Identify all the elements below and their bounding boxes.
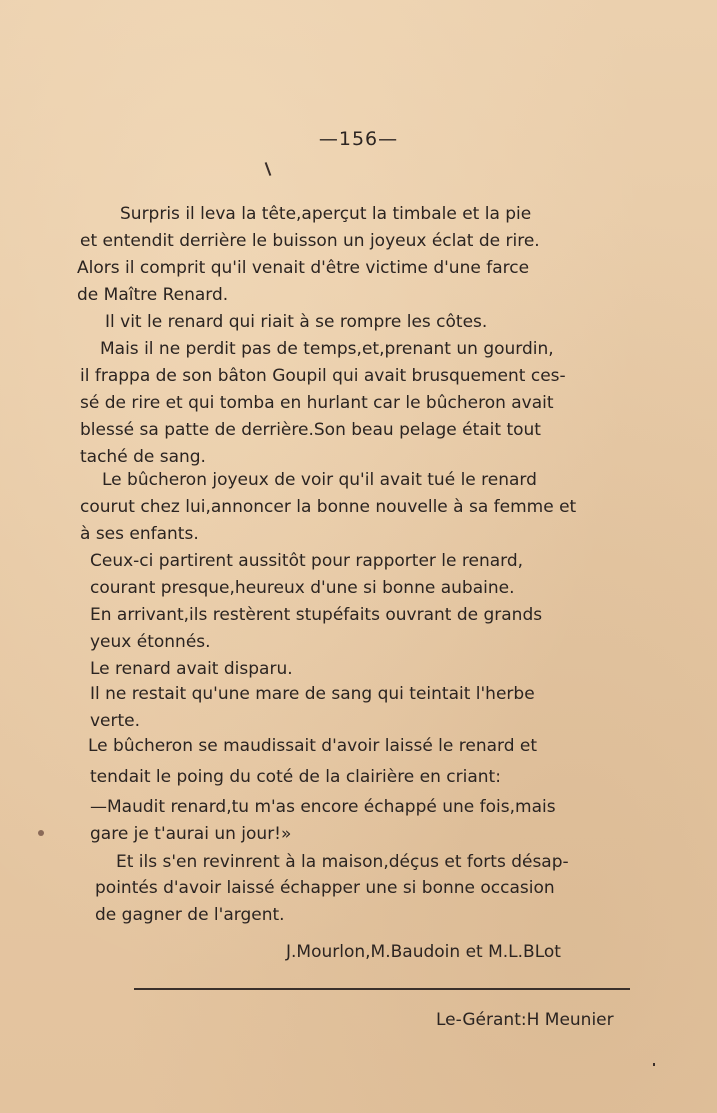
text-line: —Maudit renard,tu m'as encore échappé une fois,mais bbox=[90, 797, 556, 817]
text-line: blessé sa patte de derrière.Son beau pelage était tout bbox=[80, 420, 541, 440]
text-line: il frappa de son bâton Goupil qui avait brusquement ces- bbox=[80, 366, 566, 386]
text-line: tendait le poing du coté de la clairière en criant: bbox=[90, 767, 501, 787]
gerant-credit: Le-Gérant:H Meunier bbox=[436, 1010, 614, 1030]
text-line: sé de rire et qui tomba en hurlant car le bûcheron avait bbox=[80, 393, 554, 413]
text-line: pointés d'avoir laissé échapper une si bonne occasion bbox=[95, 878, 555, 898]
text-line: gare je t'aurai un jour!» bbox=[90, 824, 292, 844]
text-line: Le bûcheron joyeux de voir qu'il avait tué le renard bbox=[102, 470, 537, 490]
page-number: —156— bbox=[318, 128, 399, 150]
text-line: à ses enfants. bbox=[80, 524, 199, 544]
text-line: Il vit le renard qui riait à se rompre les côtes. bbox=[105, 312, 488, 332]
text-line: taché de sang. bbox=[80, 447, 206, 467]
text-line: courut chez lui,annoncer la bonne nouvelle à sa femme et bbox=[80, 497, 577, 517]
text-line: Surpris il leva la tête,aperçut la timbale et la pie bbox=[120, 204, 532, 224]
footer-divider bbox=[134, 988, 630, 990]
text-line: Et ils s'en revinrent à la maison,déçus et forts désap- bbox=[116, 852, 569, 872]
text-line: Il ne restait qu'une mare de sang qui teintait l'herbe bbox=[90, 684, 535, 704]
text-line: et entendit derrière le buisson un joyeux éclat de rire. bbox=[80, 231, 540, 251]
text-line: courant presque,heureux d'une si bonne aubaine. bbox=[90, 578, 515, 598]
text-line: Ceux-ci partirent aussitôt pour rapporter le renard, bbox=[90, 551, 524, 571]
text-line: verte. bbox=[90, 711, 141, 731]
text-line: de Maître Renard. bbox=[77, 285, 229, 305]
text-line: Mais il ne perdit pas de temps,et,prenant un gourdin, bbox=[100, 339, 554, 359]
ink-speck bbox=[38, 830, 44, 836]
text-line: de gagner de l'argent. bbox=[95, 905, 285, 925]
text-line: Le bûcheron se maudissait d'avoir laissé le renard et bbox=[88, 736, 538, 756]
text-line: yeux étonnés. bbox=[90, 632, 211, 652]
text-line: En arrivant,ils restèrent stupéfaits ouvrant de grands bbox=[90, 605, 543, 625]
text-line: Le renard avait disparu. bbox=[90, 659, 293, 679]
ink-speck bbox=[653, 1063, 655, 1066]
author-signature: J.Mourlon,M.Baudoin et M.L.BLot bbox=[286, 942, 561, 962]
text-line: Alors il comprit qu'il venait d'être victime d'une farce bbox=[77, 258, 530, 278]
